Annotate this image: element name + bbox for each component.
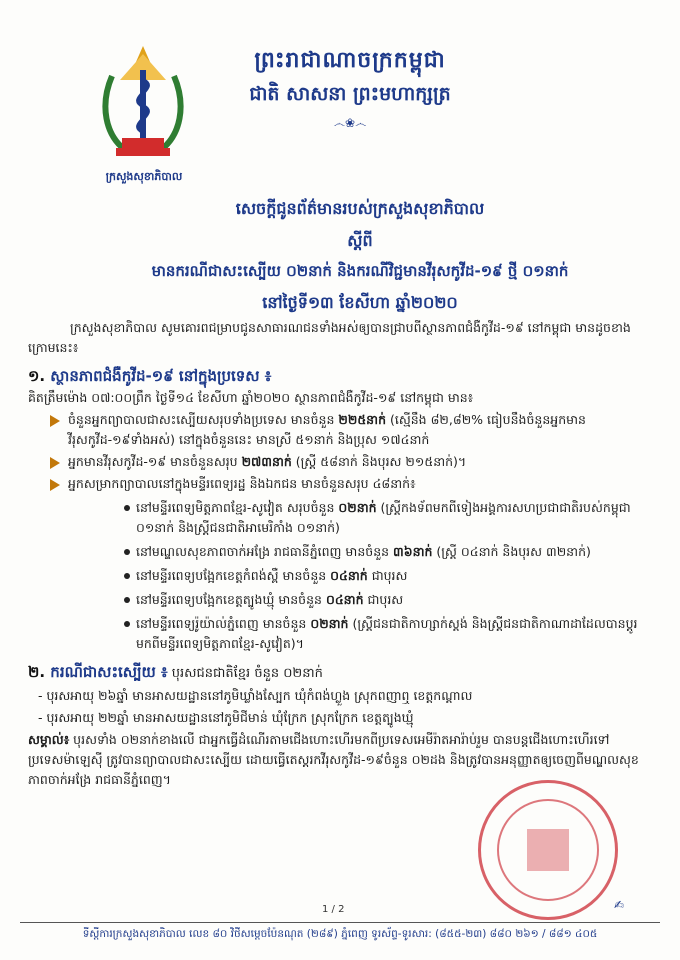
- section-1-heading: [28, 366, 658, 386]
- hospital-text: នៅមន្ទីរពេទ្យបង្អែកខេត្តត្បូងឃ្មុំ មានចំនួន: [136, 592, 326, 607]
- title-date: នៅថ្ងៃទី១៣ ខែសីហា ឆ្នាំ២០២០: [262, 293, 458, 312]
- bullet-text: អ្នកសម្រាកព្យាបាលនៅក្នុងមន្ទីរពេទ្យរដ្ឋ និងឯកជន មានចំនួនសរុប ៤៨នាក់៖: [68, 476, 416, 491]
- bullet-dot-icon: [124, 597, 130, 603]
- hospital-text: ជាបុរស: [363, 592, 404, 607]
- signature-mark-icon: ✍: [614, 898, 625, 912]
- bullet-bold: ២២៥នាក់: [338, 412, 387, 427]
- bullet-text: (ស្ត្រី ៥៨នាក់ និងបុរស ២១៥នាក់)។: [291, 454, 467, 469]
- bullet-item: [28, 452, 658, 472]
- title-line-3: មានករណីជាសះស្បើយ ០២នាក់ និងករណីវិជ្ជមានវីរុសកូវីដ-១៩ ថ្មី ០១នាក់: [151, 262, 569, 280]
- kingdom-name: ព្រះរាជាណាចក្រកម្ពុជា: [254, 48, 446, 73]
- kingdom-heading: [210, 46, 490, 131]
- hospital-count: ០២នាក់: [310, 616, 349, 631]
- stamp-emblem-icon: [527, 829, 569, 871]
- hospital-text: (ស្ត្រី ០៤នាក់ និងបុរស ៣២នាក់): [432, 544, 591, 559]
- hospital-count: ០៤នាក់: [325, 592, 364, 607]
- hospital-item: [28, 590, 658, 610]
- document-title: [60, 198, 660, 324]
- bullet-item: [28, 410, 658, 450]
- hospital-count: ៣៦នាក់: [393, 544, 433, 559]
- title-line-2: ស្តីពី: [347, 231, 373, 250]
- recovered-case: - បុរសអាយុ ២២ឆ្នាំ មានអាសយដ្ឋាននៅភូមិជីមាន់ ឃុំក្រែក ស្រុកក្រែក ខេត្តត្បូងឃ្មុំ: [38, 710, 414, 725]
- hospital-text: (ស្ត្រីកងទ័ពមកពីទៀងអង្គការសហប្រជាជាតិរបស់កម្ពុជា ០១នាក់ និងស្ត្រីជនជាតិអាមេរិកាំង ០១នាក់): [136, 500, 631, 535]
- bullet-dot-icon: [124, 621, 130, 627]
- section-1-title: ស្ថានភាពជំងឺកូវីដ-១៩ នៅក្នុងប្រទេស ៖: [50, 367, 272, 385]
- section-2-heading: [28, 662, 658, 684]
- recovered-case: - បុរសអាយុ ២៦ឆ្នាំ មានអាសយដ្ឋាននៅភូមិឃ្លាំងស្បែក ឃុំកំពង់ហ្លួង ស្រុកពញាឮ ខេត្តកណ្តាល: [38, 688, 473, 703]
- hospital-text: នៅមន្ទីរពេទ្យរ៉ូយ៉ាល់ភ្នំពេញ មានចំនួន: [136, 616, 311, 631]
- bullet-item: [28, 474, 658, 494]
- hospital-item: [28, 566, 658, 586]
- ministry-name: ក្រសួងសុខាភិបាល: [105, 170, 183, 183]
- title-line-1: សេចក្តីជូនព័ត៌មានរបស់ក្រសួងសុខាភិបាល: [235, 199, 485, 218]
- bullet-text: ចំនួនអ្នកព្យាបាលជាសះស្បើយសរុបទាំងប្រទេស មានចំនួន: [68, 412, 339, 427]
- bullet-dot-icon: [124, 549, 130, 555]
- hospital-count: ០២នាក់: [338, 500, 377, 515]
- hospital-count: ០៤នាក់: [330, 568, 368, 583]
- note-label: សម្គាល់៖: [28, 732, 70, 747]
- hospital-text: (ស្ត្រីជនជាតិកាហ្សាក់ស្តង់ និងស្ត្រីជនជាតិកាណាដាដែលបានប្តូរមកពីមន្ទីរពេទ្យមិត្តភាពខ្មែរ-សូវៀត)។: [136, 616, 638, 651]
- pointer-arrow-icon: [50, 415, 60, 427]
- section-2-number: ២.: [28, 663, 46, 681]
- pointer-arrow-icon: [50, 479, 60, 491]
- official-stamp: [478, 780, 618, 920]
- bullet-text: (ស្មើនឹង ៨២,៨២% ធៀបនឹងចំនួនអ្នកមានវីរុសកូវីដ-១៩ទាំងអស់) នៅក្នុងចំនួននេះ មានស្រី ៥១នាក់ និងប្រុស ១៧៤នាក់: [68, 412, 586, 447]
- hospital-text: ជាបុរស: [367, 568, 408, 583]
- hospital-item: [28, 542, 658, 562]
- section-2-title: ករណីជាសះស្បើយ ៖: [50, 663, 168, 681]
- bullet-text: អ្នកមានវីរុសកូវីដ-១៩ មានចំនួនសរុប: [68, 454, 242, 469]
- bullet-dot-icon: [124, 573, 130, 579]
- intro-paragraph: ក្រសួងសុខាភិបាល សូមគោរពជម្រាបជូនសាធារណជនទាំងអស់ឲ្យបានជ្រាបពីស្ថានភាពជំងឺកូវីដ-១៩ នៅកម្ពុជា មានដូចខាងក្រោមនេះ៖: [28, 320, 631, 355]
- section-1-number: ១.: [28, 367, 46, 385]
- pointer-arrow-icon: [50, 457, 60, 469]
- national-motto: ជាតិ សាសនា ព្រះមហាក្សត្រ: [249, 83, 451, 105]
- footer-divider: [20, 922, 660, 923]
- footer-address: ទីស្តីការក្រសួងសុខាភិបាល លេខ ៨០ វិថីសម្តេចប៉ែនណុត (២៨៩) ភ្នំពេញ ទូរស័ព្ទ-ទូរសារ: (៨៥៥-២៣) ៨៨០ ២៦១ / ៨៨១ ៤០៥: [82, 928, 598, 940]
- hospital-text: នៅមន្ទីរពេទ្យបង្អែកខេត្តកំពង់ស្ពឺ មានចំនួន: [136, 568, 331, 583]
- section-1-lead: គិតត្រឹមម៉ោង ០៧:០០ព្រឹក ថ្ងៃទី១៤ ខែសីហា ឆ្នាំ២០២០ ស្ថានភាពជំងឺកូវីដ-១៩ នៅកម្ពុជា មាន៖: [28, 390, 474, 405]
- hospital-text: នៅមន្ទីរពេទ្យមិត្តភាពខ្មែរ-សូវៀត សរុបចំនួន: [136, 500, 339, 515]
- hospital-item: [28, 614, 658, 654]
- hospital-item: [28, 498, 658, 538]
- hospital-text: នៅមណ្ឌលសុខភាពចាក់អង្រែ រាជធានីភ្នំពេញ មានចំនួន: [136, 544, 394, 559]
- note-text: បុរសទាំង ០២នាក់ខាងលើ ជាអ្នកធ្វើដំណើរតាមជើងហោះហើរមកពីប្រទេសអេមីរ៉ាតអារ៉ាប់រួម បានបន្តជើងហោះហើរទៅប្រទេសម៉ាឡេស៊ី ត្រូវបានព្យាបាលជាសះស្បើយ ដោយធ្វើតេស្តរកវីរុសកូវីដ-១៩ចំនួន ០២ដង និងត្រូវបានអនុញ្ញាតឲ្យចេញពីមណ្ឌលសុខភាពចាក់អង្រែ រាជធានីភ្នំពេញ។: [28, 732, 639, 787]
- document-body: [28, 318, 658, 792]
- section-2-subtitle: បុរសជនជាតិខ្មែរ ចំនួន ០២នាក់: [167, 666, 323, 681]
- bullet-bold: ២៧៣នាក់: [241, 454, 292, 469]
- ministry-logo: [98, 40, 188, 164]
- page-number: 1 / 2: [322, 904, 345, 915]
- bullet-dot-icon: [124, 505, 130, 511]
- ornament-divider: ෴❀෴: [333, 116, 367, 130]
